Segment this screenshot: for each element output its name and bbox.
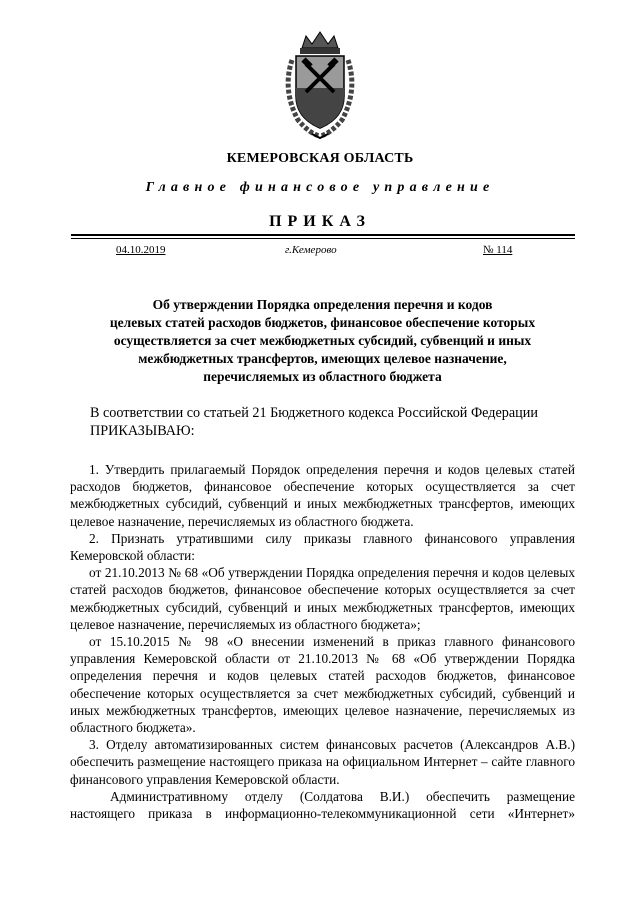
order-title-line: осуществляется за счет межбюджетных субсидий, субвенций и иных (113, 333, 532, 348)
preamble-line: В соответствии со статьей 21 Бюджетного кодекса Российской Федерации (90, 405, 538, 421)
header-divider-thick (71, 234, 575, 236)
order-body (70, 461, 575, 822)
order-title-line: межбюджетных трансфертов, имеющих целевое назначение, (138, 351, 507, 366)
order-title-line: целевых статей расходов бюджетов, финансовое обеспечение которых (109, 315, 536, 330)
preamble-line: ПРИКАЗЫВАЮ: (90, 423, 195, 439)
paragraph-2-item-2: от 15.10.2015 № 98 «О внесении изменений в приказ главного финансового управления Кемеровской области от 21.10.2013 № 68 «Об утверждении Порядка определения перечня и кодов целевых статей расходов бюджетов, финансовое обеспечение которых осуществляется за счет межбюджетных субсидий, субвенций и иных межбюджетных трансфертов, имеющих целевое назначение, перечисляемых из областного бюджета». (70, 634, 575, 736)
coat-of-arms-emblem (272, 30, 368, 140)
paragraph-3-continued: Административному отделу (Солдатова В.И.) обеспечить размещение настоящего приказа в информационно-телекоммуникационной сети «Интернет» (70, 788, 575, 822)
header-divider-thin (71, 238, 575, 239)
agency-heading: Главное финансовое управление (145, 180, 495, 195)
order-title-line: перечисляемых из областного бюджета (203, 369, 442, 384)
preamble (90, 404, 538, 440)
region-heading: КЕМЕРОВСКАЯ ОБЛАСТЬ (226, 151, 414, 166)
order-date: 04.10.2019 (116, 244, 166, 256)
order-title-line: Об утверждении Порядка определения перечня и кодов (152, 297, 493, 312)
paragraph-3: 3. Отделу автоматизированных систем финансовых расчетов (Александров А.В.) обеспечить размещение настоящего приказа на официальном Интернет – сайте главного финансового управления Кемеровской области. (70, 737, 575, 787)
paragraph-1: 1. Утвердить прилагаемый Порядок определения перечня и кодов целевых статей расходов бюджетов, финансовое обеспечение которых осуществляется за счет межбюджетных субсидий, субвенций и иных межбюджетных трансфертов, имеющих целевое назначение, перечисляемых из областного бюджета. (70, 462, 575, 529)
paragraph-2-item-1: от 21.10.2013 № 68 «Об утверждении Порядка определения перечня и кодов целевых статей расходов бюджетов, финансовое обеспечение которых осуществляется за счет межбюджетных субсидий, субвенций и иных межбюджетных трансфертов, имеющих целевое назначение, перечисляемых из областного бюджета»; (70, 565, 575, 632)
order-title (70, 296, 575, 386)
document-type-heading: ПРИКАЗ (269, 213, 371, 230)
paragraph-2: 2. Признать утратившими силу приказы главного финансового управления Кемеровской области: (70, 530, 575, 564)
order-city: г.Кемерово (285, 244, 337, 256)
order-number: № 114 (483, 244, 513, 256)
